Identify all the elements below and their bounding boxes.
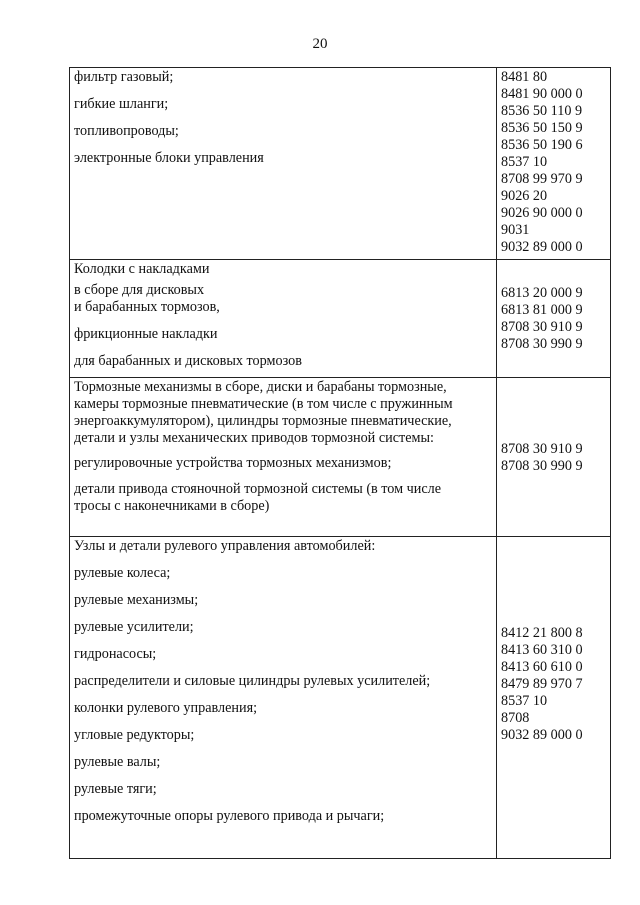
line: для барабанных и дисковых тормозов	[74, 353, 302, 369]
code: 8708 30 910 9	[501, 441, 583, 457]
line: камеры тормозные пневматические (в том числе с пружинным	[74, 396, 453, 412]
line: фрикционные накладки	[74, 326, 218, 342]
line: детали привода стояночной тормозной системы (в том числе	[74, 481, 442, 497]
table-row	[70, 260, 611, 378]
description-cell	[70, 260, 497, 378]
code: 8536 50 110 9	[501, 103, 583, 119]
codes-cell	[497, 378, 611, 537]
code: 6813 20 000 9	[501, 285, 583, 301]
line: распределители и силовые цилиндры рулевых усилителей;	[74, 673, 431, 689]
table-row	[70, 537, 611, 859]
code: 6813 81 000 9	[501, 302, 583, 318]
description-cell	[70, 68, 497, 260]
code: 8413 60 610 0	[501, 659, 583, 675]
code: 9026 90 000 0	[501, 205, 583, 221]
line: рулевые усилители;	[74, 619, 194, 635]
code: 9032 89 000 0	[501, 727, 583, 743]
code: 9026 20	[501, 188, 548, 204]
line: гибкие шланги;	[74, 96, 169, 112]
line: рулевые валы;	[74, 754, 161, 770]
line: тросы с наконечниками в сборе)	[74, 498, 270, 514]
code: 8536 50 150 9	[501, 120, 583, 136]
codes-table	[69, 67, 611, 859]
line: рулевые колеса;	[74, 565, 171, 581]
codes-cell	[497, 68, 611, 260]
line: промежуточные опоры рулевого привода и рычаги;	[74, 808, 385, 824]
code: 8479 89 970 7	[501, 676, 583, 692]
line: угловые редукторы;	[74, 727, 195, 743]
line: рулевые тяги;	[74, 781, 157, 797]
line: топливопроводы;	[74, 123, 179, 139]
code: 9031	[501, 222, 530, 238]
line: Колодки с накладками	[74, 261, 210, 277]
code: 8708 30 910 9	[501, 319, 583, 335]
code: 8708 99 970 9	[501, 171, 583, 187]
code: 8412 21 800 8	[501, 625, 583, 641]
line: энергоаккумулятором), цилиндры тормозные пневматические,	[74, 413, 452, 429]
line: электронные блоки управления	[74, 150, 264, 166]
line: детали и узлы механических приводов тормозной системы:	[74, 430, 434, 446]
line: рулевые механизмы;	[74, 592, 199, 608]
code: 8537 10	[501, 154, 548, 170]
code: 8481 90 000 0	[501, 86, 583, 102]
code: 8536 50 190 6	[501, 137, 583, 153]
codes-cell	[497, 537, 611, 859]
page-number: 20	[312, 36, 328, 52]
code: 8413 60 310 0	[501, 642, 583, 658]
line: и барабанных тормозов,	[74, 299, 220, 315]
line: регулировочные устройства тормозных механизмов;	[74, 455, 392, 471]
code: 8708 30 990 9	[501, 336, 583, 352]
code: 8708	[501, 710, 530, 726]
line: фильтр газовый;	[74, 69, 174, 85]
line: гидронасосы;	[74, 646, 157, 662]
line: Тормозные механизмы в сборе, диски и барабаны тормозные,	[74, 379, 447, 395]
code: 8537 10	[501, 693, 548, 709]
code: 9032 89 000 0	[501, 239, 583, 255]
table-row	[70, 68, 611, 260]
line: в сборе для дисковых	[74, 282, 205, 298]
line: колонки рулевого управления;	[74, 700, 258, 716]
description-cell	[70, 537, 497, 859]
code: 8481 80	[501, 69, 548, 85]
codes-cell	[497, 260, 611, 378]
table-row	[70, 378, 611, 537]
line: Узлы и детали рулевого управления автомобилей:	[74, 538, 376, 554]
description-cell	[70, 378, 497, 537]
code: 8708 30 990 9	[501, 458, 583, 474]
